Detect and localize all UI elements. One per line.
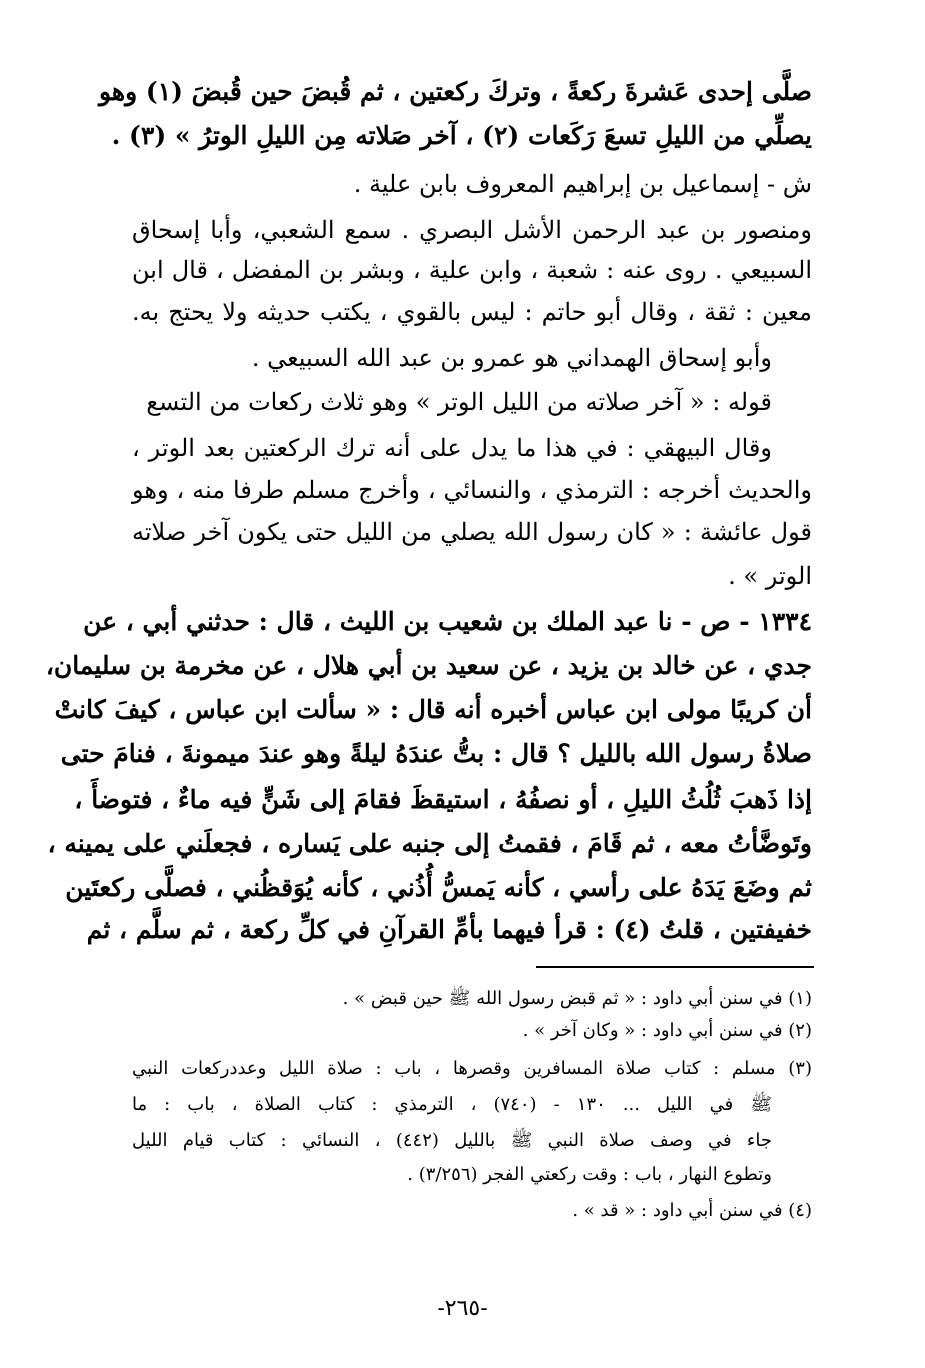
text-line-18: وتَوضَّأتُ معه ، ثم قَامَ ، فقمتُ إلى جنبه على يَساره ، فجعلَني على يمينه ، bbox=[47, 829, 812, 858]
text-line-4: ومنصور بن عبد الرحمن الأشل البصري . سمع الشعبي، وأبا إسحاق bbox=[132, 216, 812, 244]
footnote-1: (١) في سنن أبي داود : « ثم قبض رسول الله ﷺ حين قبض » . bbox=[342, 988, 812, 1009]
text-line-20: خفيفتين ، قلتُ (٤) : قرأ فيهما بأمِّ القرآنِ في كلِّ ركعة ، ثم سلَّم ، ثم bbox=[86, 915, 812, 944]
footnote-3-line-2: ﷺ في الليل ... ١٣٠ - (٧٤٠) ، الترمذي : كتاب الصلاة ، باب : ما bbox=[132, 1094, 772, 1115]
text-line-19: ثم وضَعَ يَدَهُ على رأسي ، كأنه يَمسُّ أُذُني ، كأنه يُوَقظُني ، فصلَّى ركعتَين bbox=[65, 873, 812, 902]
text-line-11: قول عائشة : « كان رسول الله يصلي من الليل حتى يكون آخر صلاته bbox=[132, 518, 812, 546]
text-line-15: أن كريبًا مولى ابن عباس أخبره أنه قال : « سألت ابن عباس ، كيفَ كانتْ bbox=[54, 695, 812, 724]
text-line-7: وأبو إسحاق الهمداني هو عمرو بن عبد الله السبيعي . bbox=[251, 344, 772, 372]
footnote-3-line-1: (٣) مسلم : كتاب صلاة المسافرين وقصرها ، باب : صلاة الليل وعددركعات النبي bbox=[132, 1058, 812, 1079]
text-line-5: السبيعي . روى عنه : شعبة ، وابن علية ، وبشر بن المفضل ، قال ابن bbox=[132, 256, 812, 284]
text-line-3: ش - إسماعيل بن إبراهيم المعروف بابن علية . bbox=[353, 170, 812, 198]
page-number: -٢٦٥- bbox=[437, 1296, 488, 1321]
text-line-1: صلَّى إحدى عَشرةَ ركعةً ، وتركَ ركعتين ، ثم قُبضَ حين قُبضَ (١) وهو bbox=[98, 77, 812, 106]
text-line-6: معين : ثقة ، وقال أبو حاتم : ليس بالقوي ، يكتب حديثه ولا يحتج به. bbox=[132, 298, 812, 326]
text-line-17: إذا ذَهبَ ثُلُثُ الليلِ ، أو نصفُهُ ، استيقظَ فقامَ إلى شَنٍّ فيه ماءٌ ، فتوضأَ ، bbox=[74, 785, 812, 814]
text-line-9: وقال البيهقي : في هذا ما يدل على أنه ترك الركعتين بعد الوتر ، bbox=[132, 434, 772, 462]
text-line-16: صلاةُ رسول الله بالليل ؟ قال : بتُّ عندَهُ ليلةً وهو عندَ ميمونةَ ، فنامَ حتى bbox=[60, 739, 812, 768]
text-line-10: والحديث أخرجه : الترمذي ، والنسائي ، وأخرج مسلم طرفا منه ، وهو bbox=[132, 476, 812, 504]
footnote-3-line-3: جاء في وصف صلاة النبي ﷺ بالليل (٤٤٢) ، النسائي : كتاب قيام الليل bbox=[132, 1130, 772, 1151]
text-line-8: قوله : « آخر صلاته من الليل الوتر » وهو ثلاث ركعات من التسع bbox=[146, 388, 772, 416]
text-line-13: ١٣٣٤ - ص - نا عبد الملك بن شعيب بن الليث ، قال : حدثني أبي ، عن bbox=[83, 607, 812, 636]
footnote-3-line-4: وتطوع النهار ، باب : وقت ركعتي الفجر (٣/٢٥٦) . bbox=[407, 1164, 772, 1185]
footnote-divider bbox=[536, 966, 814, 968]
footnote-4: (٤) في سنن أبي داود : « قد » . bbox=[572, 1200, 812, 1221]
text-line-12: الوتر » . bbox=[728, 562, 812, 590]
text-line-14: جدي ، عن خالد بن يزيد ، عن سعيد بن أبي هلال ، عن مخرمة بن سليمان، bbox=[45, 651, 812, 680]
text-line-2: يصلِّي من الليلِ تسعَ رَكَعات (٢) ، آخر صَلاته مِن الليلِ الوترُ » (٣) . bbox=[111, 121, 812, 150]
footnote-2: (٢) في سنن أبي داود : « وكان آخر » . bbox=[522, 1020, 812, 1041]
